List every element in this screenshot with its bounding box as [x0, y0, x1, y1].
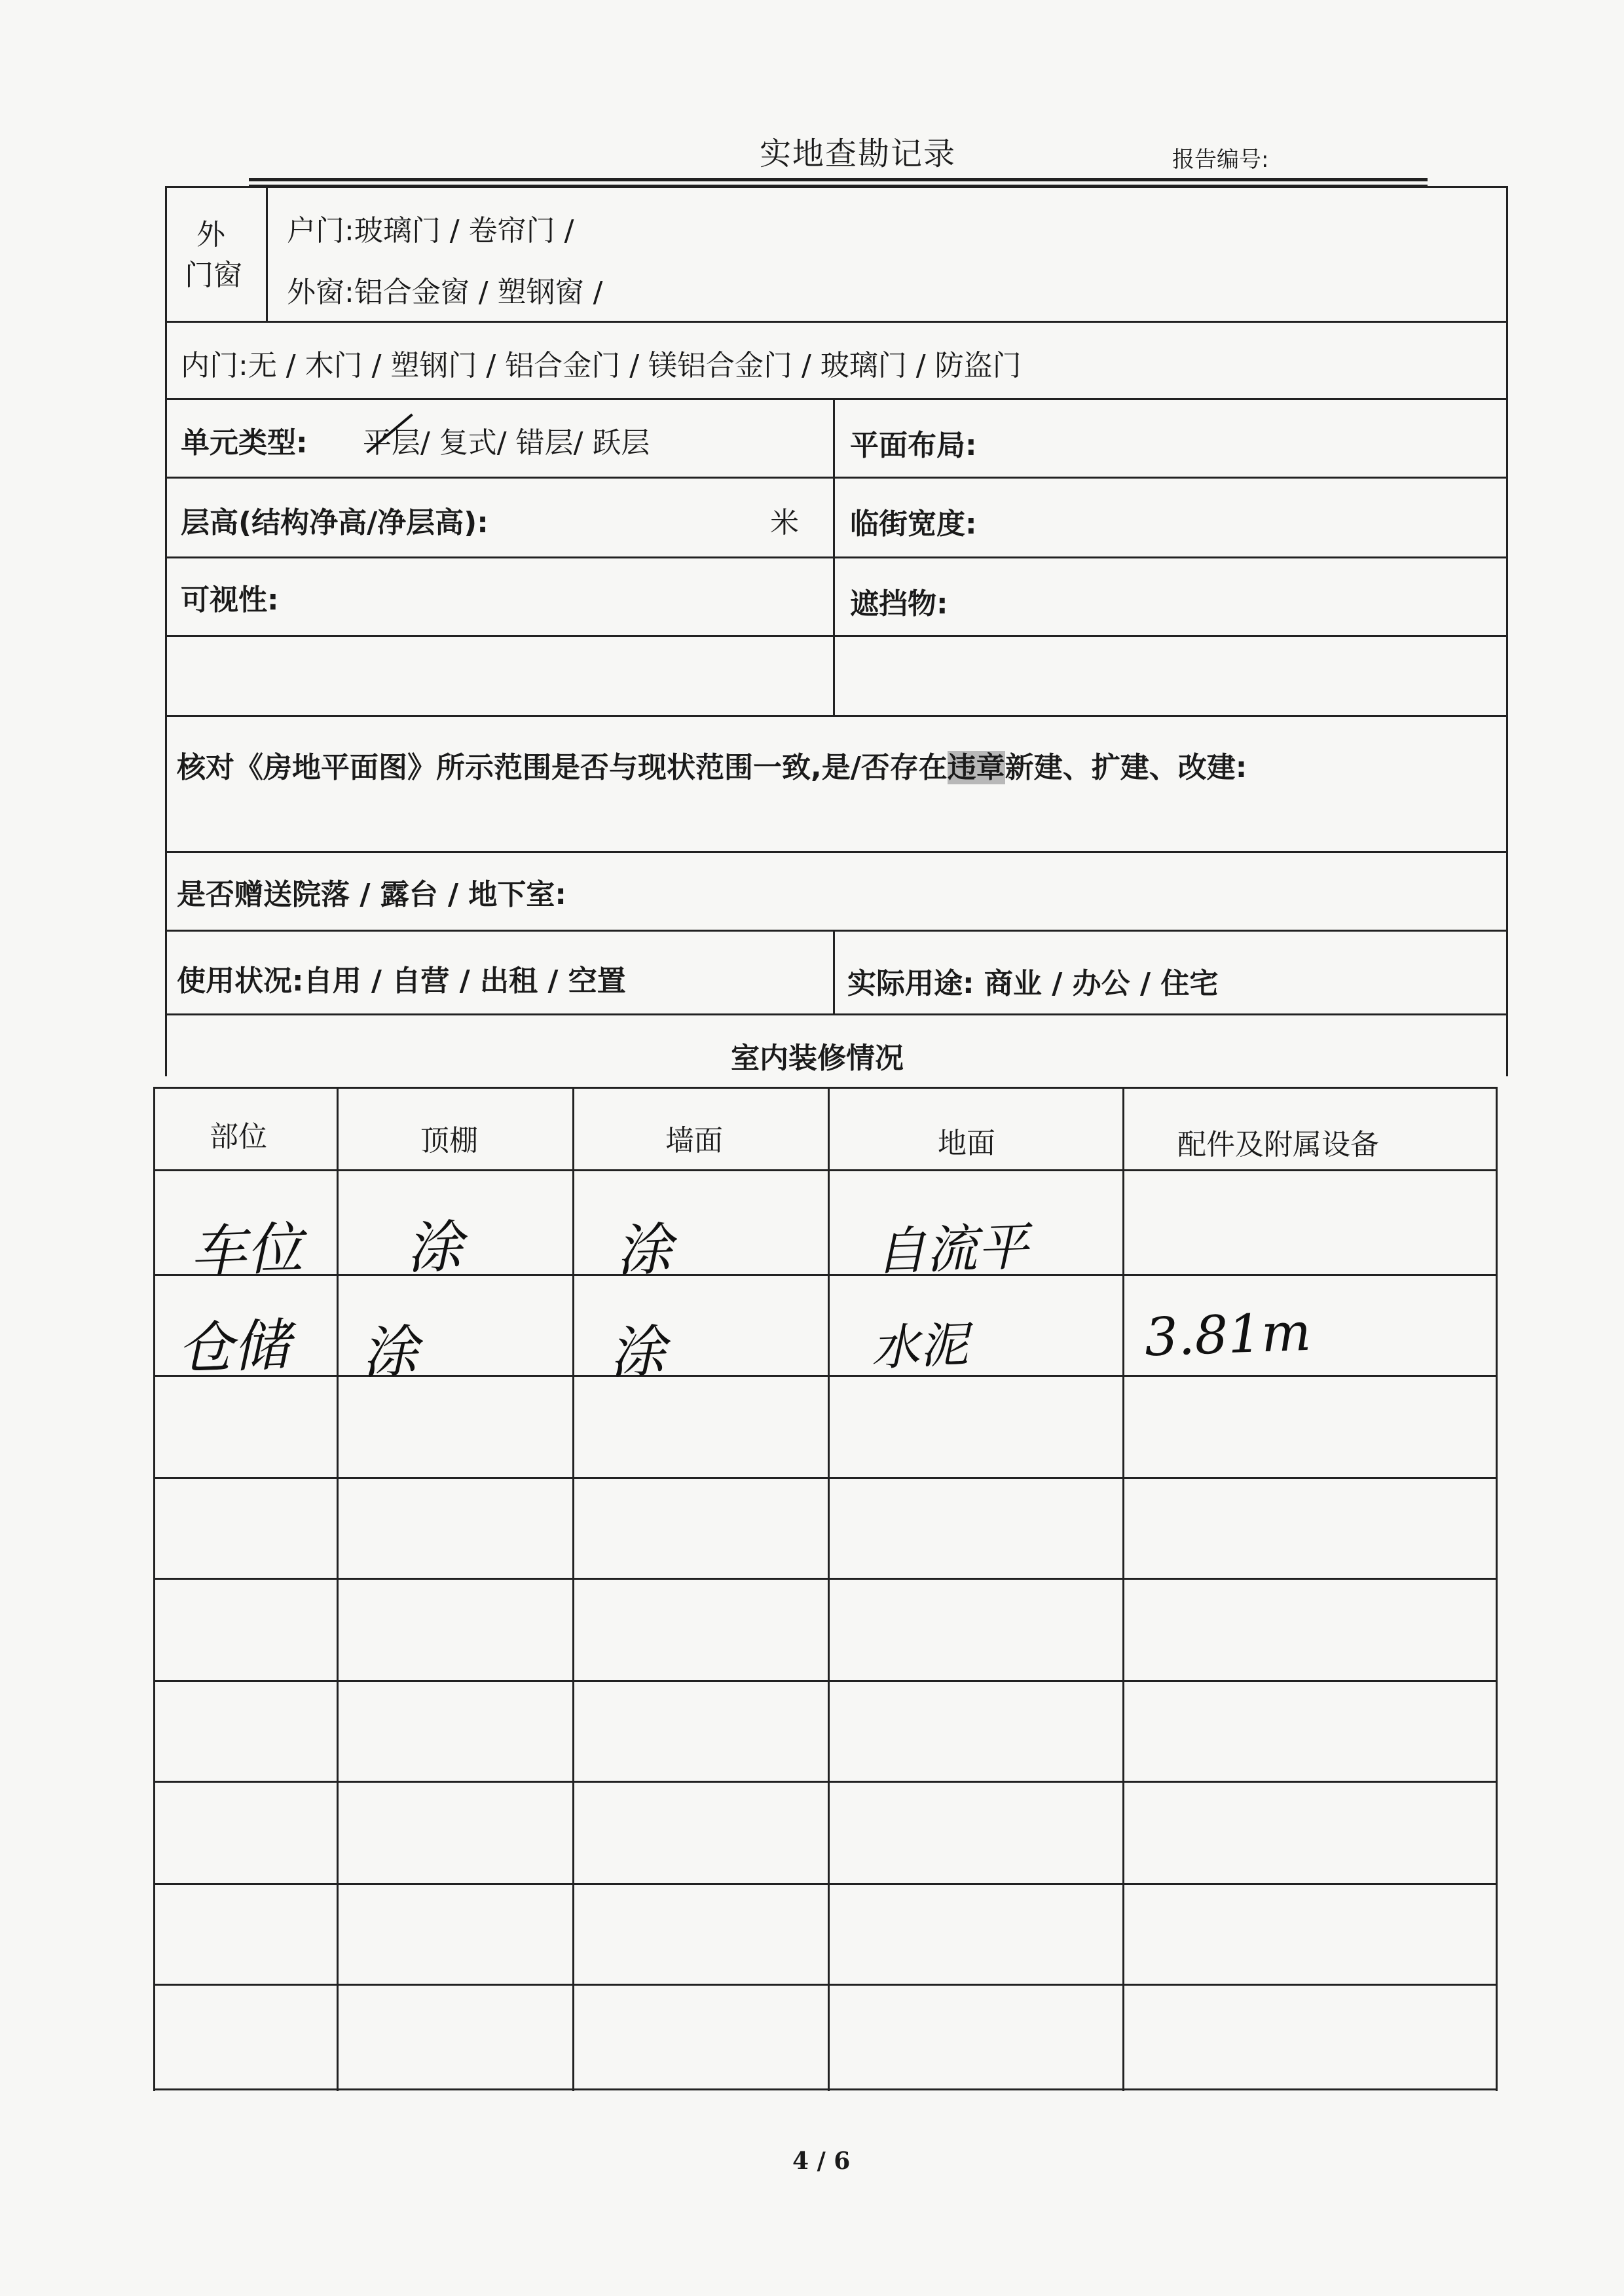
unit-type-options: 平层/ 复式/ 错层/ 跃层	[363, 426, 650, 460]
col-header-fixtures: 配件及附属设备	[1177, 1128, 1379, 1161]
table-row-1-ceiling: 涂	[405, 1214, 464, 1282]
col-header-wall: 墙面	[665, 1124, 723, 1157]
actual-use: 实际用途: 商业 / 办公 / 住宅	[847, 967, 1219, 1000]
windows-label-line1: 外	[196, 218, 225, 251]
table-row-2-floor: 水泥	[870, 1317, 969, 1377]
floor-height-label: 层高(结构净高/净层高):	[181, 506, 489, 539]
visibility-label: 可视性:	[181, 583, 279, 617]
page-title: 实地查勘记录	[760, 136, 957, 172]
table-row-2-ceiling: 涂	[360, 1319, 419, 1387]
col-header-floor: 地面	[938, 1127, 995, 1160]
exterior-window-options: 外窗:铝合金窗 / 塑钢窗 /	[287, 276, 603, 309]
table-row-1-floor: 自流平	[874, 1217, 1029, 1283]
entry-door-options: 户门:玻璃门 / 卷帘门 /	[287, 214, 574, 247]
decoration-title: 室内装修情况	[731, 1042, 904, 1075]
street-width-label: 临街宽度:	[850, 507, 977, 541]
inner-door-options: 内门:无 / 木门 / 塑钢门 / 铝合金门 / 镁铝合金门 / 玻璃门 / 防盗门	[181, 349, 1022, 382]
table-row-1-location: 车位	[189, 1216, 304, 1285]
table-row-1-wall: 涂	[614, 1216, 673, 1285]
table-row-2-fixtures: 3.81m	[1143, 1301, 1312, 1368]
col-header-ceiling: 顶棚	[420, 1124, 478, 1157]
bonus-question: 是否赠送院落 / 露台 / 地下室:	[177, 878, 567, 911]
col-header-location: 部位	[210, 1120, 267, 1154]
violation-highlight: 违章	[947, 751, 1005, 784]
report-number-label: 报告编号:	[1172, 147, 1269, 173]
table-row-2-location: 仓储	[175, 1313, 291, 1382]
verify-question: 核对《房地平面图》所示范围是否与现状范围一致,是/否存在违章新建、扩建、改建:	[177, 751, 1247, 784]
unit-type-label: 单元类型:	[181, 426, 308, 460]
header-rule	[249, 178, 1428, 181]
usage-status: 使用状况:自用 / 自营 / 出租 / 空置	[177, 964, 626, 998]
floor-height-unit: 米	[770, 506, 799, 539]
windows-label-line2: 门窗	[185, 259, 242, 292]
page-number: 4 / 6	[792, 2147, 851, 2175]
floor-layout-label: 平面布局:	[850, 429, 977, 462]
obstruction-label: 遮挡物:	[850, 587, 948, 621]
table-row-2-wall: 涂	[608, 1319, 667, 1387]
